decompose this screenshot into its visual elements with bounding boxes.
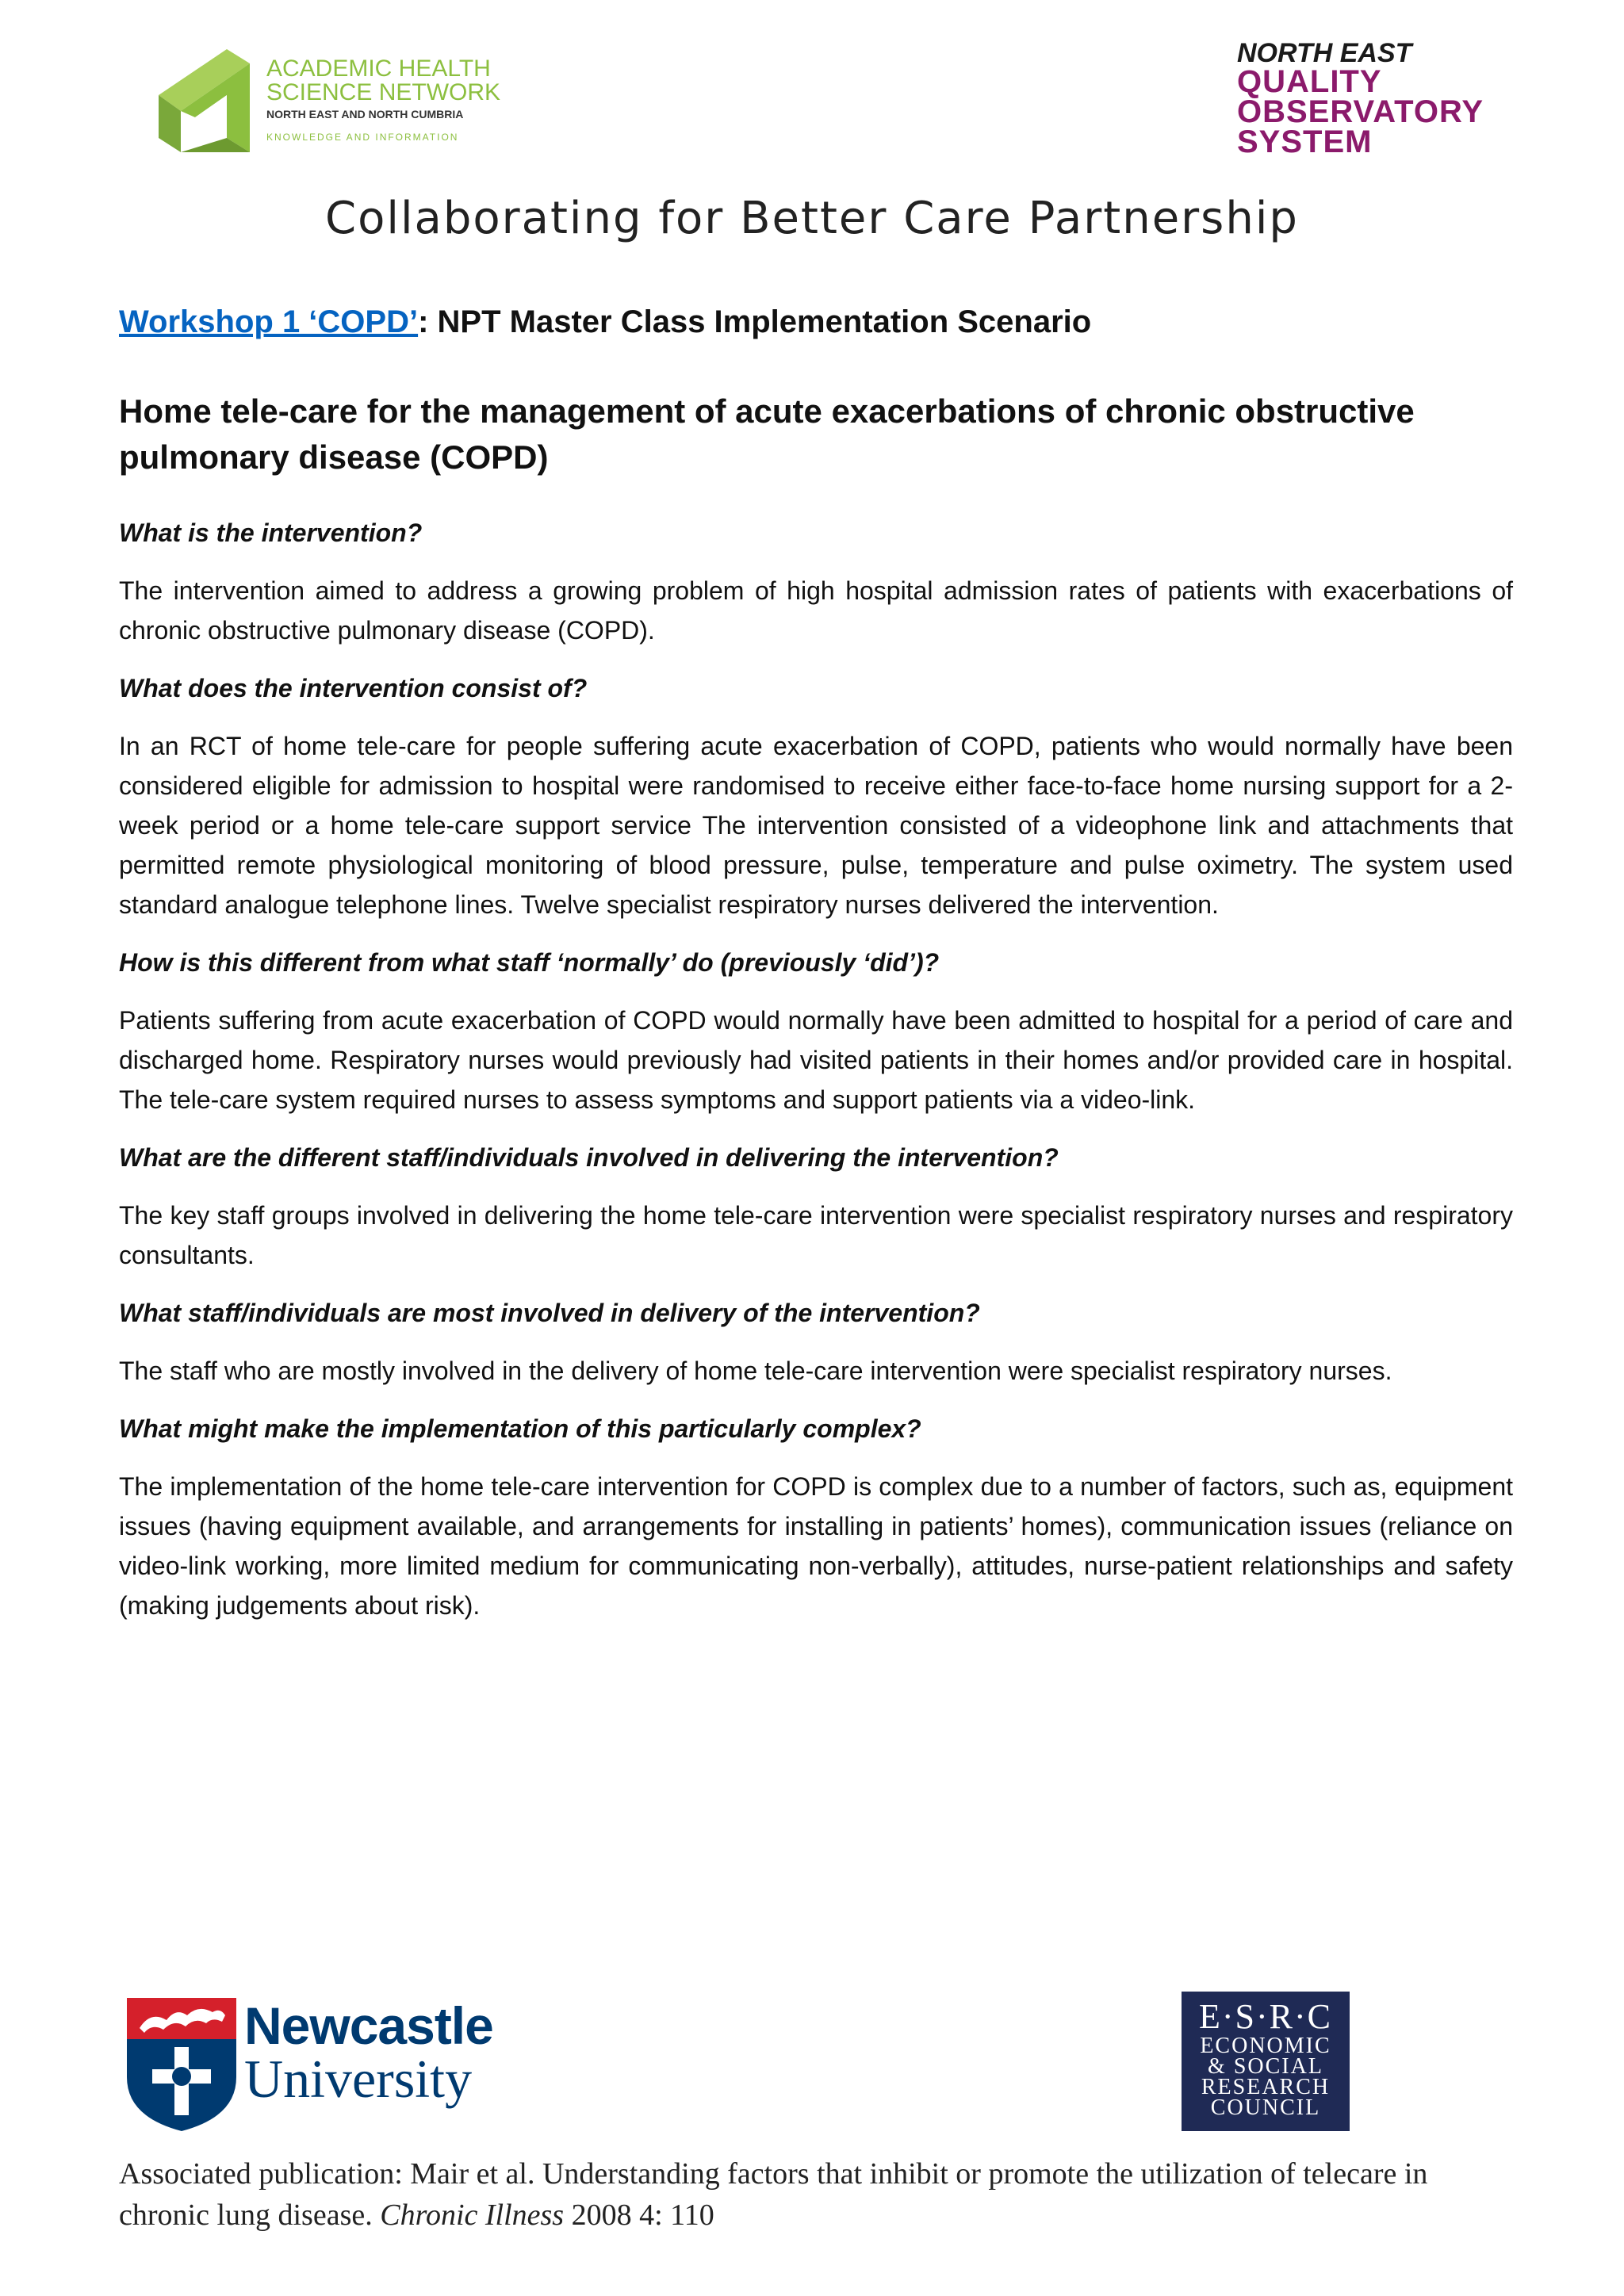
partnership-title: Collaborating for Better Care Partnership	[325, 193, 1299, 244]
question-4: What are the different staff/individuals involved in delivering the intervention?	[119, 1143, 1059, 1172]
publication-volume: 2008 4: 110	[571, 2198, 714, 2232]
workshop-heading	[119, 300, 1513, 344]
neqos-line-north-east: NORTH EAST	[1237, 38, 1412, 68]
neqos-line-system: SYSTEM	[1237, 124, 1373, 159]
esrc-line-council: COUNCIL	[1210, 2095, 1321, 2120]
ahsn-line-science-network: SCIENCE NETWORK	[266, 79, 501, 105]
ahsn-logo	[159, 49, 508, 152]
answer-6: The implementation of the home tele-care intervention for COPD is complex due to a number of factors, such as, equipment issues (having equipment available, and arrangements for installing in patients’ homes), communication issues (reliance on video-link working, more limited medium for communicating non-verbally), attitudes, nurse-patient relationships and safety (making judgements about risk).	[119, 1472, 1513, 1620]
answer-4: The key staff groups involved in delivering the home tele-care intervention were specialist respiratory nurses and respiratory consultants.	[119, 1201, 1513, 1269]
esrc-line-social: & SOCIAL	[1208, 2054, 1323, 2079]
question-5: What staff/individuals are most involved in delivery of the intervention?	[119, 1299, 980, 1327]
associated-publication	[119, 2153, 1467, 2236]
ahsn-line-tagline: KNOWLEDGE AND INFORMATION	[266, 132, 459, 143]
publication-journal: Chronic Illness	[380, 2198, 565, 2232]
esrc-logo	[1182, 1992, 1350, 2131]
question-3: How is this different from what staff ‘normally’ do (previously ‘did’)?	[119, 948, 940, 977]
document-body	[119, 300, 1513, 1646]
question-6: What might make the implementation of this particularly complex?	[119, 1414, 921, 1443]
workshop-heading-text: : NPT Master Class Implementation Scenario	[418, 304, 1092, 339]
neqos-line-quality: QUALITY	[1237, 64, 1382, 99]
university-wordmark: University	[244, 2049, 473, 2109]
newcastle-wordmark: Newcastle	[244, 1996, 493, 2055]
question-2: What does the intervention consist of?	[119, 674, 588, 702]
question-1: What is the intervention?	[119, 519, 423, 547]
neqos-line-observatory: OBSERVATORY	[1237, 94, 1484, 129]
ahsn-triangle-mark-icon	[159, 49, 250, 152]
neqos-logo	[1237, 40, 1507, 159]
answer-2: In an RCT of home tele-care for people suffering acute exacerbation of COPD, patients who would normally have been considered eligible for admission to hospital were randomised to receive either face-to-face home nursing support for a 2-week period or a home tele-care support service The intervention consisted of a videophone link and attachments that permitted remote physiological monitoring of blood pressure, pulse, temperature and pulse oximetry. The system used standard analogue telephone lines. Twelve specialist respiratory nurses delivered the intervention.	[119, 732, 1513, 919]
document-title: Home tele-care for the management of acute exacerbations of chronic obstructive pulmonary disease (COPD)	[119, 392, 1415, 476]
esrc-line-economic: ECONOMIC	[1200, 2034, 1331, 2058]
answer-1: The intervention aimed to address a growing problem of high hospital admission rates of patients with exacerbations of chronic obstructive pulmonary disease (COPD).	[119, 576, 1513, 645]
workshop-link[interactable]: Workshop 1 ‘COPD’	[119, 304, 419, 339]
newcastle-university-logo	[127, 1998, 523, 2133]
esrc-line-research: RESEARCH	[1201, 2075, 1331, 2099]
ahsn-line-academic-health: ACADEMIC HEALTH	[266, 55, 491, 82]
ahsn-line-region: NORTH EAST AND NORTH CUMBRIA	[266, 108, 464, 121]
answer-3: Patients suffering from acute exacerbation of COPD would normally have been admitted to hospital for a period of care and discharged home. Respiratory nurses would previously had visited patients in their homes and/or provided care in hospital. The tele-care system required nurses to assess symptoms and support patients via a video-link.	[119, 1006, 1513, 1114]
newcastle-shield-icon	[127, 1998, 236, 2131]
publication-citation: Associated publication: Mair et al. Understanding factors that inhibit or promote the utilization of telecare in chronic lung disease.	[119, 2157, 1428, 2232]
answer-5: The staff who are mostly involved in the delivery of home tele-care intervention were specialist respiratory nurses.	[119, 1357, 1392, 1385]
esrc-acronym: E·S·R·C	[1199, 1997, 1332, 2036]
